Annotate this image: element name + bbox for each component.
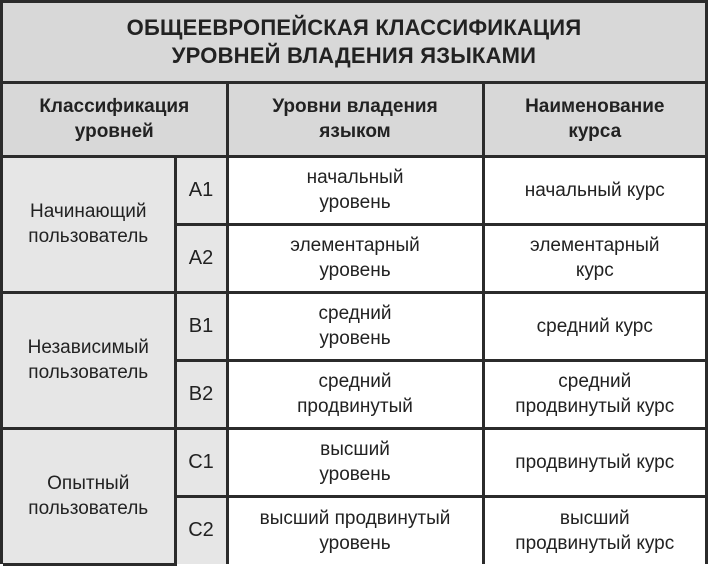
level-description: средний продвинутый xyxy=(227,360,483,428)
header-classification: Классификация уровней xyxy=(3,84,227,156)
course-name: высший продвинутый курс xyxy=(483,496,705,564)
level-description: высший уровень xyxy=(227,428,483,496)
group-proficient: Опытный пользователь xyxy=(3,428,175,564)
level-description: элементарный уровень xyxy=(227,224,483,292)
group-independent: Независимый пользователь xyxy=(3,292,175,428)
course-name: элементарный курс xyxy=(483,224,705,292)
level-code: A2 xyxy=(175,224,227,292)
table-title xyxy=(3,3,705,84)
header-levels: Уровни владения языком xyxy=(227,84,483,156)
level-description: средний уровень xyxy=(227,292,483,360)
level-description: начальный уровень xyxy=(227,156,483,224)
group-beginner: Начинающий пользователь xyxy=(3,156,175,292)
level-code: B1 xyxy=(175,292,227,360)
header-row xyxy=(3,84,705,156)
level-description: высший продвинутый уровень xyxy=(227,496,483,564)
level-code: C1 xyxy=(175,428,227,496)
table-row xyxy=(3,292,705,360)
title-line-2: УРОВНЕЙ ВЛАДЕНИЯ ЯЗЫКАМИ xyxy=(171,43,537,68)
level-code: A1 xyxy=(175,156,227,224)
header-course: Наименование курса xyxy=(483,84,705,156)
level-code: C2 xyxy=(175,496,227,564)
table-row xyxy=(3,156,705,224)
course-name: средний курс xyxy=(483,292,705,360)
course-name: начальный курс xyxy=(483,156,705,224)
table-row xyxy=(3,428,705,496)
course-name: продвинутый курс xyxy=(483,428,705,496)
levels-table xyxy=(3,84,705,566)
level-code: B2 xyxy=(175,360,227,428)
course-name: средний продвинутый курс xyxy=(483,360,705,428)
title-line-1: ОБЩЕЕВРОПЕЙСКАЯ КЛАССИФИКАЦИЯ xyxy=(126,15,582,40)
